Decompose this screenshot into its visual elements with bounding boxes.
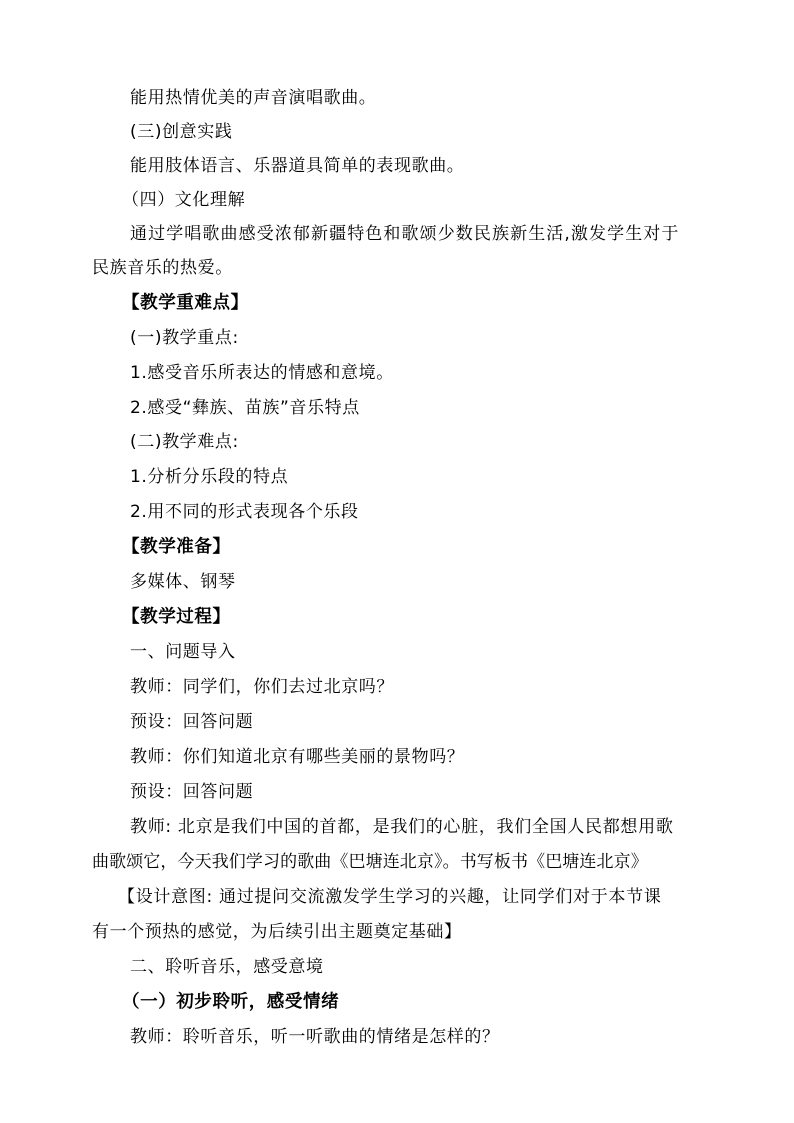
section-heading: (三)创意实践 bbox=[130, 122, 233, 142]
dialogue-line: 预设：回答问题 bbox=[130, 782, 254, 802]
list-item: 2.用不同的形式表现各个乐段 bbox=[130, 502, 359, 522]
section-heading: （四）文化理解 bbox=[122, 190, 246, 210]
section-heading: 【教学重难点】 bbox=[122, 293, 249, 313]
list-item: 1.感受音乐所表达的情感和意境。 bbox=[130, 363, 394, 383]
text-line: 曲歌颂它，今天我们学习的歌曲《巴塘连北京》。书写板书《巴塘连北京》 bbox=[92, 852, 648, 872]
subsection-heading: 一、问题导入 bbox=[130, 642, 236, 662]
dialogue-line: 教师：聆听音乐，听一听歌曲的情绪是怎样的？ bbox=[130, 1027, 500, 1047]
text-line: 民族音乐的热爱。 bbox=[92, 258, 233, 278]
list-item: 2.感受“彝族、苗族”音乐特点 bbox=[130, 398, 360, 418]
dialogue-line: 教师：你们知道北京有哪些美丽的景物吗？ bbox=[130, 747, 465, 767]
subsection-heading: 二、聆听音乐，感受意境 bbox=[130, 957, 324, 977]
dialogue-line: 预设：回答问题 bbox=[130, 712, 254, 732]
dialogue-line: 教师：同学们，你们去过北京吗？ bbox=[130, 677, 394, 697]
text-line: 通过学唱歌曲感受浓郁新疆特色和歌颂少数民族新生活,激发学生对于 bbox=[130, 224, 680, 244]
text-line: 能用肢体语言、乐器道具简单的表现歌曲。 bbox=[130, 156, 465, 176]
text-line: 多媒体、钢琴 bbox=[130, 572, 236, 592]
design-intent-note: 有一个预热的感觉，为后续引出主题奠定基础】 bbox=[92, 922, 462, 942]
dialogue-line: 教师: 北京是我们中国的首都，是我们的心脏，我们全国人民都想用歌 bbox=[130, 817, 674, 837]
design-intent-note: 【设计意图: 通过提问交流激发学生学习的兴趣，让同学们对于本节课 bbox=[118, 887, 662, 907]
subsection-heading: （一）初步聆听，感受情绪 bbox=[122, 992, 340, 1012]
subsection-heading: (一)教学重点: bbox=[130, 328, 239, 348]
list-item: 1.分析分乐段的特点 bbox=[130, 467, 289, 487]
section-heading: 【教学准备】 bbox=[122, 537, 231, 557]
text-line: 能用热情优美的声音演唱歌曲。 bbox=[130, 88, 377, 108]
section-heading: 【教学过程】 bbox=[122, 607, 231, 627]
subsection-heading: (二)教学难点: bbox=[130, 432, 239, 452]
